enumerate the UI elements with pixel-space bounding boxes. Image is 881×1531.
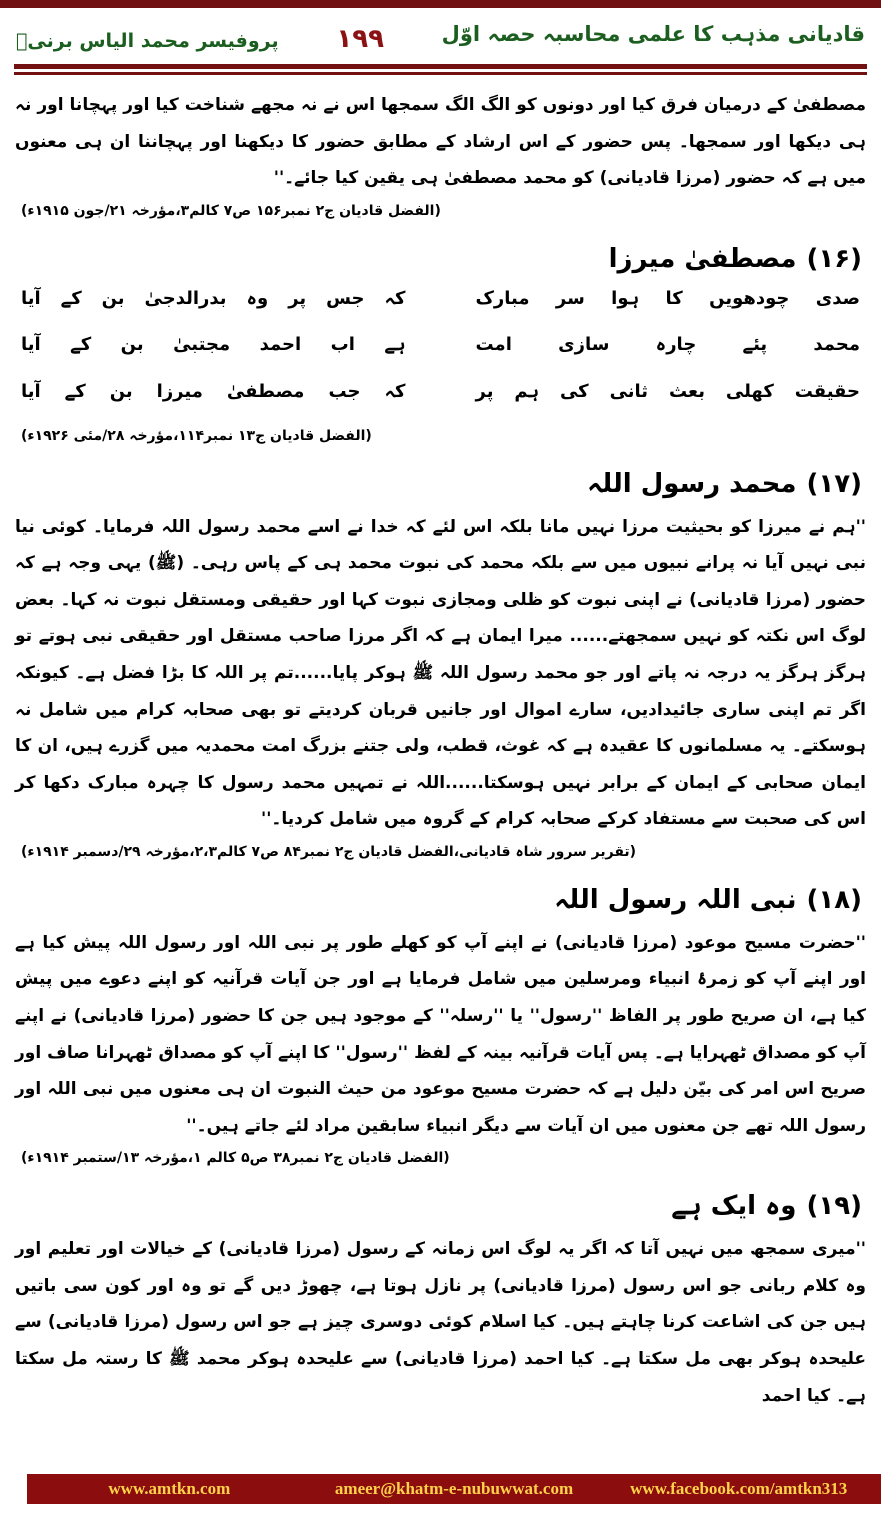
section-18-citation: (الفضل قادیان ج۲ نمبر۳۸ ص۵ کالم ۱،مؤرخہ ۱۳/ستمبر ۱۹۱۴ء): [21, 1150, 450, 1167]
top-border: [0, 0, 881, 8]
poetry-couplet: [21, 330, 860, 361]
footer-email-link[interactable]: ameer@khatm-e-nubuwwat.com: [334, 1479, 574, 1498]
section-18-paragraph: ''حضرت مسیح موعود (مرزا قادیانی) نے اپنے آپ کو کھلے طور پر نبی اللہ اور رسول اللہ پیش کیا ہے اور اپنے آپ کو زمرۂ انبیاء ومرسلین میں شامل فرمایا ہے اور جن آیات قرآنیہ کو اپنے دعوے میں پیش کیا ہے، ان صریح طور پر الفاظ ''رسول'' یا ''رسلہ'' کے موجود ہیں جن کا حضور (مرزا قادیانی) نے اپنے آپ کو مصداق ٹھہرایا ہے۔ پس آیات قرآنیہ بینہ کے لفظ ''رسول'' کا اپنے آپ کو مصداق ٹھہرانا صاف اور صریح اس امر کی بیّن دلیل ہے کہ حضرت مسیح موعود من حیث النبوت ان ہی معنوں میں نبی اللہ اور رسول اللہ تھے جن معنوں میں ان آیات سے دیگر انبیاء سابقین مراد لئے جاتے ہیں۔'': [15, 932, 866, 1136]
verse-3-right: حقیقت کھلی بعث ثانی کی ہم پر: [475, 381, 860, 403]
section-17-number: (۱۷): [806, 468, 862, 499]
footer-bar: [27, 1474, 881, 1504]
verse-3-left: کہ جب مصطفیٰ میرزا بن کے آیا: [21, 381, 406, 403]
section-19-paragraph: ''میری سمجھ میں نہیں آتا کہ اگر یہ لوگ اس زمانہ کے رسول (مرزا قادیانی) کے خیالات اور تعلیم اور وہ کلام ربانی جو اس رسول (مرزا قادیانی) پر نازل ہوتا ہے، چھوڑ دیں گے تو وہ اور کون سی باتیں ہیں جن کی اشاعت کرنا چاہتے ہیں۔ کیا اسلام کوئی دوسری چیز ہے جو اس رسول (مرزا قادیانی) سے علیحدہ ہوکر بھی مل سکتا ہے۔ کیا احمد (مرزا قادیانی) سے علیحدہ ہوکر محمد ﷺ کا رستہ مل سکتا ہے۔ کیا احمد: [15, 1239, 866, 1406]
verse-2-left: ہے اب احمد مجتبیٰ بن کے آیا: [21, 334, 406, 356]
verse-1-right: صدی چودھویں کا ہوا سر مبارک: [475, 287, 860, 309]
poetry-couplet: [21, 284, 860, 315]
section-16-title: مصطفیٰ میرزا: [608, 243, 797, 274]
intro-paragraph: مصطفیٰ کے درمیان فرق کیا اور دونوں کو الگ الگ سمجھا اس نے نہ مجھے شناخت کیا اور پہچانا اور نہ ہی دیکھا اور سمجھا۔ پس حضور کے اس ارشاد کے مطابق حضور کا دیکھنا اور پہچاننا ان ہی معنوں میں ہے کہ حضور (مرزا قادیانی) کو محمد مصطفیٰ ہی یقین کیا جائے۔'': [15, 95, 866, 189]
verse-1-left: کہ جس پر وہ بدرالدجیٰ بن کے آیا: [21, 287, 406, 309]
verse-2-right: محمد پئے چارہ سازی امت: [475, 334, 860, 356]
section-16-heading: [19, 244, 862, 274]
section-17-citation: (تقریر سرور شاہ قادیانی،الفضل قادیان ج۲ نمبر۸۴ ص۷ کالم۲،۳،مؤرخہ ۲۹/دسمبر ۱۹۱۴ء): [21, 843, 637, 860]
section-18-heading: [19, 885, 862, 915]
section-19-title: وہ ایک ہے: [671, 1191, 797, 1222]
section-18-title: نبی اللہ رسول اللہ: [554, 884, 797, 915]
page-body: [0, 75, 881, 1414]
section-17-paragraph: ''ہم نے میرزا کو بحیثیت مرزا نہیں مانا بلکہ اس لئے کہ خدا نے اسے محمد رسول اللہ فرمایا۔ کوئی نیا نبی نہیں آیا نہ پرانے نبیوں میں سے بلکہ محمد کی نبوت محمد ہی کے پاس رہی۔ (ﷺ) یہی وجہ ہے کہ حضور (مرزا قادیانی) نے اپنی نبوت کو ظلی ومجازی نبوت کہا اور حقیقی ومستقل نبوت نہ کہا۔ بعض لوگ اس نکتہ کو نہیں سمجھتے...... میرا ایمان ہے کہ اگر مرزا صاحب مستقل اور حقیقی نبی ہوتے تو ہرگز ہرگز یہ درجہ نہ پاتے اور جو محمد رسول اللہ ﷺ ہوکر پایا......تم پر اللہ کا بڑا فضل ہے۔ کیونکہ اگر تم اپنی ساری جائیدادیں، سارے اموال اور جانیں قربان کردیتے تو بھی صحابہ کرام میں شامل نہ ہوسکتے۔ یہ مسلمانوں کا عقیدہ ہے کہ غوث، قطب، ولی جتنے بزرگ امت محمدیہ میں گزرے ہیں، ان کا ایمان صحابی کے ایمان کے برابر نہیں ہوسکتا......اللہ نے تمہیں محمد رسول کا چہرہ مبارک دکھا کر اس کی صحبت سے مستفاد کرکے صحابہ کرام کے گروہ میں شامل کردیا۔'': [15, 516, 866, 830]
footer-facebook-link[interactable]: www.facebook.com/amtkn313: [630, 1479, 848, 1498]
section-17-heading: [19, 469, 862, 499]
page-number: ۱۹۹: [336, 24, 384, 54]
author-name: پروفیسر محمد الیاس برنیؒ: [16, 30, 279, 52]
section-19-number: (۱۹): [806, 1191, 862, 1222]
header-divider: [14, 64, 867, 75]
intro-citation: (الفضل قادیان ج۲ نمبر۱۵۶ ص۷ کالم۳،مؤرخہ ۲۱/جون ۱۹۱۵ء): [21, 202, 441, 219]
footer-website-link[interactable]: www.amtkn.com: [108, 1479, 231, 1498]
section-19-heading: [19, 1191, 862, 1221]
poetry-block: [21, 284, 860, 408]
section-16-citation: (الفضل قادیان ج۱۳ نمبر۱۱۴،مؤرخہ ۲۸/مئی ۱۹۲۶ء): [21, 427, 372, 444]
divider-thick-line: [14, 64, 867, 69]
section-16-number: (۱۶): [806, 243, 862, 274]
page-header: [0, 8, 881, 54]
poetry-couplet: [21, 377, 860, 408]
section-18-number: (۱۸): [806, 884, 862, 915]
section-17-title: محمد رسول اللہ: [587, 468, 797, 499]
book-title: قادیانی مذہب کا علمی محاسبہ حصہ اوّل: [441, 22, 865, 46]
